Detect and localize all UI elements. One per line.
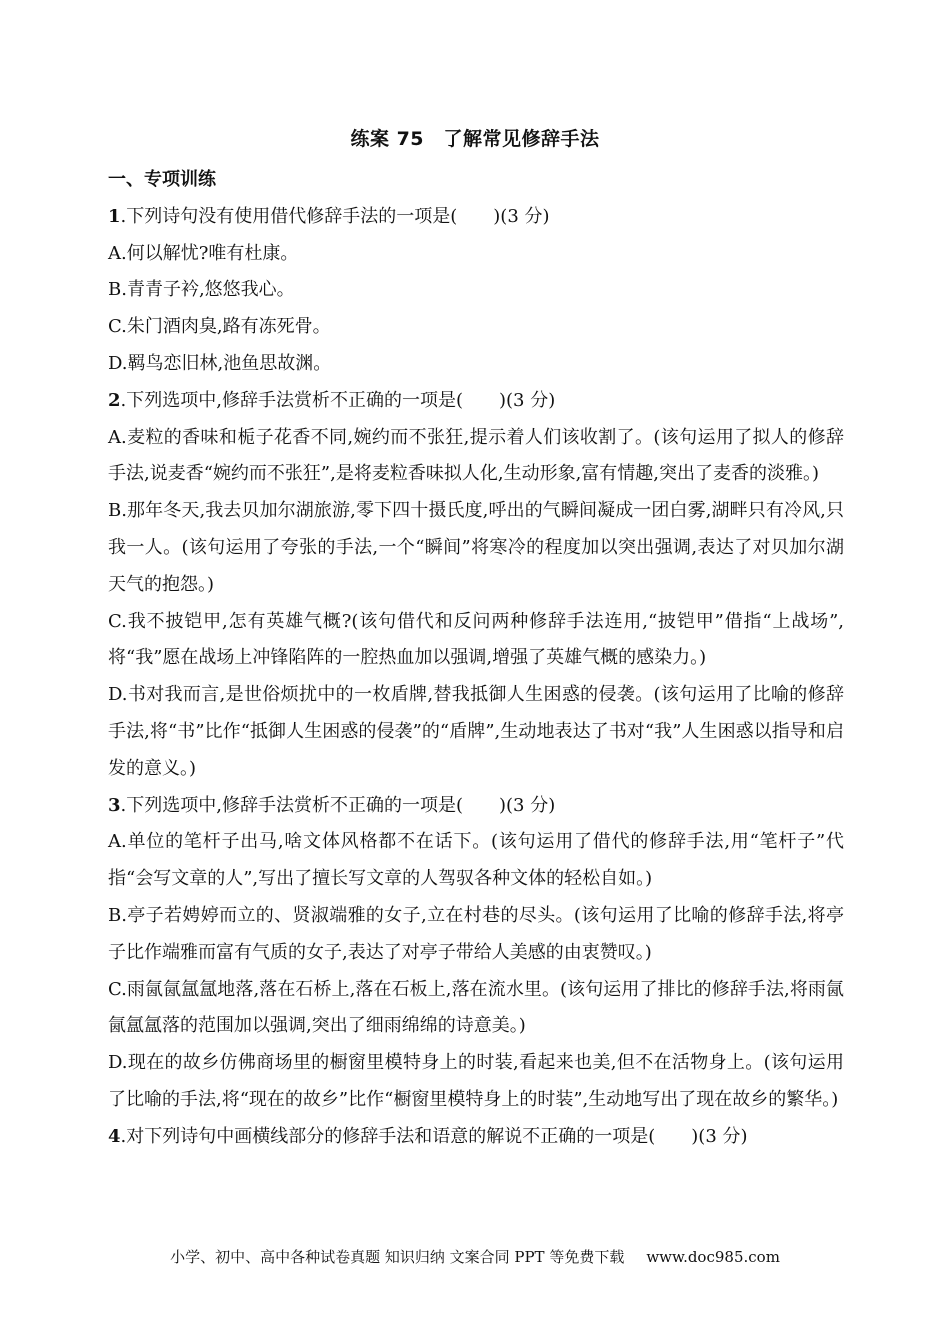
question-2-option-d: D.书对我而言,是世俗烦扰中的一枚盾牌,替我抵御人生困惑的侵袭。(该句运用了比喻的修辞手法,将“书”比作“抵御人生困惑的侵袭”的“盾牌”,生动地表达了书对“我”人生困惑以指导和启发的意义。) [108, 684, 844, 779]
question-text: .下列选项中,修辞手法赏析不正确的一项是( )(3 分) [120, 794, 556, 816]
document-body [108, 162, 844, 1156]
question-1-option-b: B.青青子衿,悠悠我心。 [108, 279, 295, 301]
question-3-option-b: B.亭子若娉婷而立的、贤淑端雅的女子,立在村巷的尽头。(该句运用了比喻的修辞手法,将亭子比作端雅而富有气质的女子,表达了对亭子带给人美感的由衷赞叹。) [108, 904, 844, 963]
question-number: 3 [108, 794, 121, 816]
question-number: 4 [108, 1125, 121, 1147]
page-title: 练案 75 了解常见修辞手法 [350, 128, 600, 150]
footer-url: www.doc985.com [646, 1248, 780, 1266]
section-heading: 一、专项训练 [108, 169, 216, 190]
question-1-option-a: A.何以解忧?唯有杜康。 [108, 242, 299, 264]
question-3-option-c: C.雨氤氤氲氲地落,落在石桥上,落在石板上,落在流水里。(该句运用了排比的修辞手法,将雨氤氤氲氲落的范围加以强调,突出了细雨绵绵的诗意美。) [108, 978, 844, 1037]
question-4-stem [108, 1119, 844, 1156]
question-text: .下列选项中,修辞手法赏析不正确的一项是( )(3 分) [120, 389, 556, 411]
question-1-option-c: C.朱门酒肉臭,路有冻死骨。 [108, 316, 331, 338]
question-2-option-a: A.麦粒的香味和栀子花香不同,婉约而不张狂,提示着人们该收割了。(该句运用了拟人的修辞手法,说麦香“婉约而不张狂”,是将麦粒香味拟人化,生动形象,富有情趣,突出了麦香的淡雅。) [108, 426, 844, 485]
question-2-option-b: B.那年冬天,我去贝加尔湖旅游,零下四十摄氏度,呼出的气瞬间凝成一团白雾,湖畔只有冷风,只我一人。(该句运用了夸张的手法,一个“瞬间”将寒冷的程度加以突出强调,表达了对贝加尔湖天气的抱怨。) [108, 500, 844, 595]
question-text: .下列诗句没有使用借代修辞手法的一项是( )(3 分) [120, 205, 550, 227]
question-1-option-d: D.羁鸟恋旧林,池鱼思故渊。 [108, 352, 332, 374]
question-3-stem [108, 788, 844, 825]
question-3-option-d: D.现在的故乡仿佛商场里的橱窗里模特身上的时装,看起来也美,但不在活物身上。(该句运用了比喻的手法,将“现在的故乡”比作“橱窗里模特身上的时装”,生动地写出了现在故乡的繁华。) [108, 1052, 844, 1110]
page-footer [0, 1246, 950, 1267]
question-number: 1 [108, 205, 121, 227]
question-text: .对下列诗句中画横线部分的修辞手法和语意的解说不正确的一项是( )(3 分) [120, 1125, 748, 1147]
question-number: 2 [108, 389, 121, 411]
question-2-stem [108, 383, 844, 420]
question-3-option-a: A.单位的笔杆子出马,啥文体风格都不在话下。(该句运用了借代的修辞手法,用“笔杆子”代指“会写文章的人”,写出了擅长写文章的人驾驭各种文体的轻松自如。) [108, 831, 844, 890]
question-2-option-c: C.我不披铠甲,怎有英雄气概?(该句借代和反问两种修辞手法连用,“披铠甲”借指“上战场”,将“我”愿在战场上冲锋陷阵的一腔热血加以强调,增强了英雄气概的感染力。) [108, 610, 844, 669]
question-1-stem [108, 199, 844, 236]
footer-text: 小学、初中、高中各种试卷真题 知识归纳 文案合同 PPT 等免费下载 [170, 1248, 625, 1266]
